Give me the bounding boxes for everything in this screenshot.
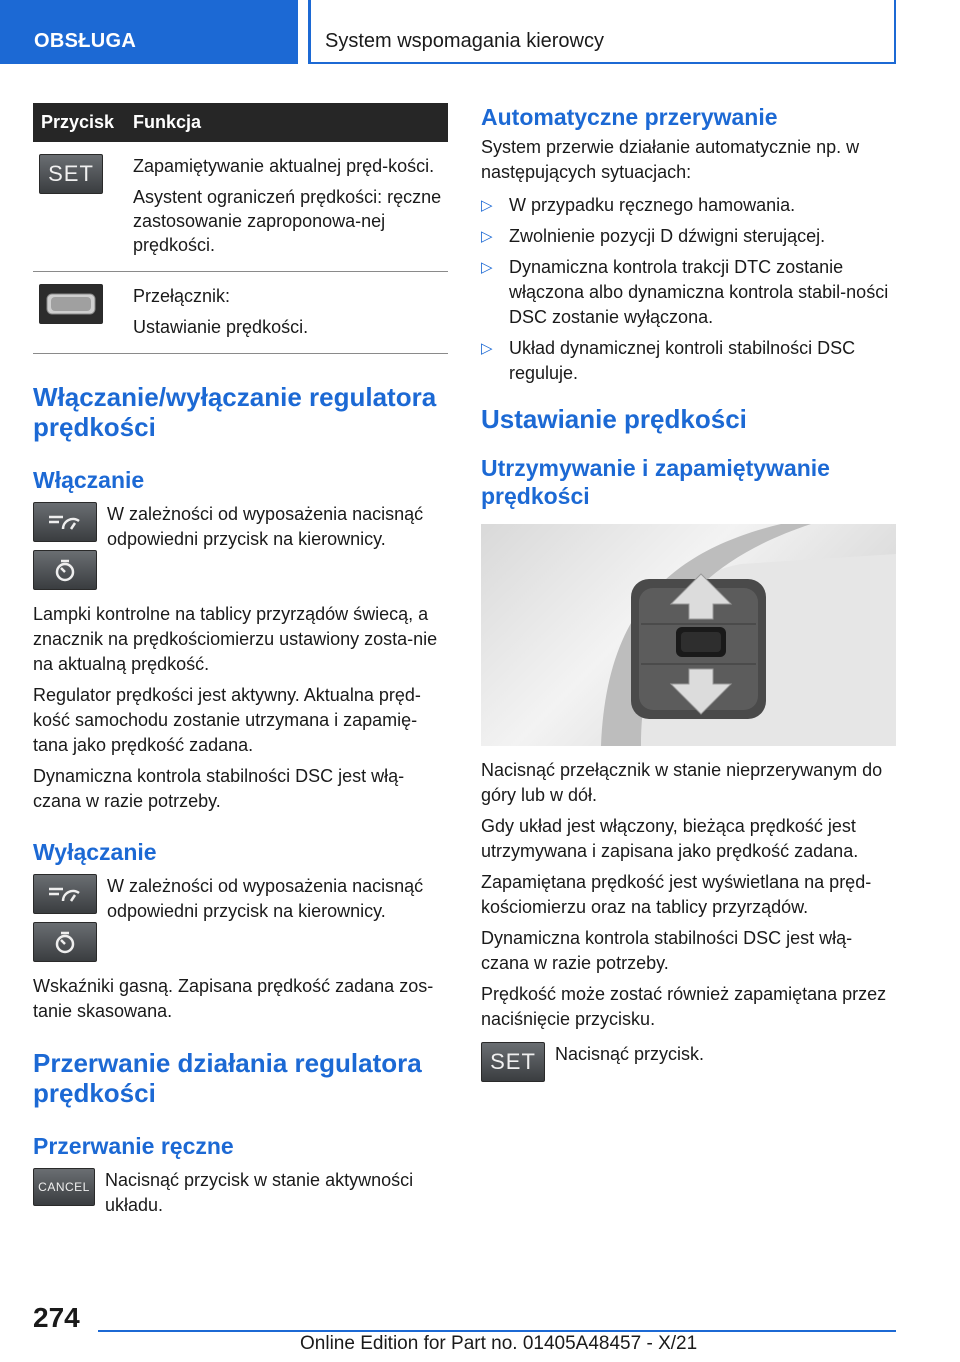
paragraph: Prędkość może zostać również zapamiętana przez naciśnięcie przycisku. — [481, 984, 887, 1029]
off-instruction: W zależności od wyposażenia nacisnąć odpowiedni przycisk na kierownicy. — [107, 876, 424, 921]
page-number: 274 — [33, 1302, 80, 1333]
on-instruction: W zależności od wyposażenia nacisnąć odpowiedni przycisk na kierownicy. — [107, 504, 424, 549]
list-item: ▷ Dynamiczna kontrola trakcji DTC zostanie włączona albo dynamiczna kontrola stabil-ności DSC zostanie wyłączona. — [481, 255, 896, 330]
set-instruction-row — [481, 1042, 896, 1082]
paragraph: Lampki kontrolne na tablicy przyrządów świecą, a znacznik na prędkościomierzu ustawiony zosta-nie na aktualną prędkość. — [33, 604, 438, 674]
manual-instruction-row — [33, 1168, 448, 1218]
paragraph: Gdy układ jest włączony, bieżąca prędkość jest utrzymywana i zapisana jako prędkość zadana. — [481, 816, 859, 861]
list-item: ▷ Układ dynamicznej kontroli stabilności DSC reguluje. — [481, 336, 896, 386]
button-function-table — [33, 103, 448, 354]
left-column — [33, 103, 448, 1218]
heading-hold: Utrzymywanie i zapamiętywanie prędkości — [481, 455, 830, 509]
set-button-icon: SET — [481, 1042, 545, 1082]
heading-off: Wyłączanie — [33, 839, 157, 865]
table-row — [33, 142, 448, 272]
table-cell: Ustawianie prędkości. — [133, 317, 309, 337]
table-header-button: Przycisk — [33, 103, 133, 142]
chapter-title: System wspomagania kierowcy — [311, 0, 896, 64]
manual-instruction: Nacisnąć przycisk w stanie aktywności układu. — [105, 1170, 414, 1215]
set-button-icon: SET — [39, 154, 103, 194]
paragraph: Dynamiczna kontrola stabilności DSC jest włą-czana w razie potrzeby. — [33, 766, 405, 811]
off-instruction-row — [33, 874, 448, 962]
list-item: ▷ W przypadku ręcznego hamowania. — [481, 193, 896, 218]
on-instruction-row — [33, 502, 448, 590]
table-row — [33, 272, 448, 354]
heading-on: Włączanie — [33, 467, 145, 493]
heading-onoff: Włączanie/wyłączanie regulatora prędkości — [33, 382, 437, 442]
footer-divider — [98, 1330, 896, 1332]
speed-limiter-icon — [33, 922, 97, 962]
cancel-button-icon: CANCEL — [33, 1168, 95, 1206]
heading-set: Ustawianie prędkości — [481, 404, 747, 434]
heading-auto: Automatyczne przerywanie — [481, 104, 778, 130]
auto-list — [481, 193, 896, 386]
paragraph: Zapamiętana prędkość jest wyświetlana na pręd-kościomierzu oraz na tablicy przyrządów. — [481, 872, 872, 917]
cruise-control-icon — [33, 502, 97, 542]
heading-interrupt: Przerwanie działania regulatora prędkości — [33, 1048, 422, 1108]
rocker-switch-icon — [39, 284, 103, 324]
section-tab: OBSŁUGA — [0, 0, 298, 64]
paragraph: Wskaźniki gasną. Zapisana prędkość zadana zos-tanie skasowana. — [33, 976, 434, 1021]
steering-wheel-switch-image — [481, 524, 896, 746]
table-cell: Asystent ograniczeń prędkości: ręczne zastosowanie zaproponowa-nej prędkości. — [133, 187, 442, 255]
edition-text: Online Edition for Part no. 01405A48457 - X/21 — [300, 1333, 698, 1354]
paragraph: Nacisnąć przełącznik w stanie nieprzerywanym do góry lub w dół. — [481, 760, 883, 805]
right-column — [481, 103, 896, 1082]
set-instruction: Nacisnąć przycisk. — [555, 1044, 705, 1064]
paragraph: Dynamiczna kontrola stabilności DSC jest włą-czana w razie potrzeby. — [481, 928, 853, 973]
cruise-control-icon — [33, 874, 97, 914]
table-header-function: Funkcja — [133, 103, 448, 142]
list-item: ▷ Zwolnienie pozycji D dźwigni sterującej. — [481, 224, 896, 249]
speed-limiter-icon — [33, 550, 97, 590]
paragraph: Regulator prędkości jest aktywny. Aktualna pręd-kość samochodu zostanie utrzymana i zapamię-tana jako prędkość zadana. — [33, 685, 421, 755]
table-cell: Zapamiętywanie aktualnej pręd-kości. — [133, 156, 435, 176]
heading-manual: Przerwanie ręczne — [33, 1133, 234, 1159]
paragraph: System przerwie działanie automatycznie np. w następujących sytuacjach: — [481, 137, 860, 182]
table-cell: Przełącznik: — [133, 286, 231, 306]
